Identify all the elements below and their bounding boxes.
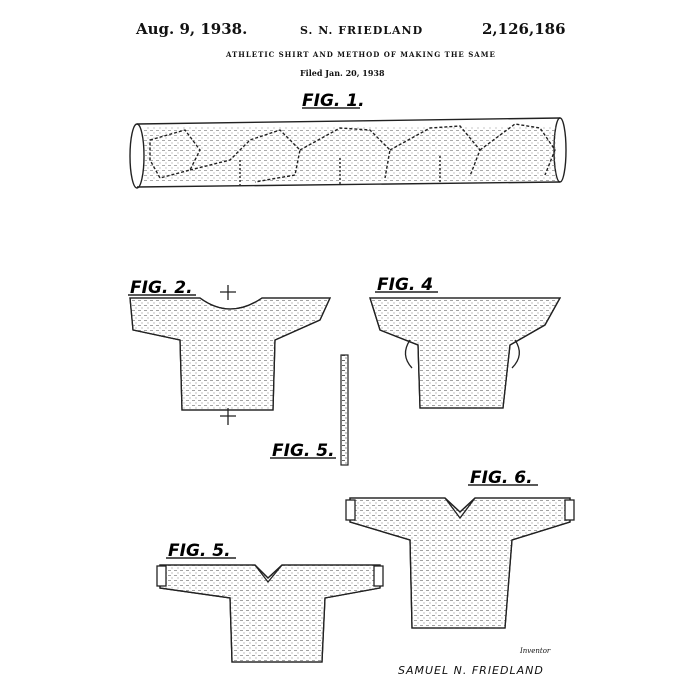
fig1-label: FIG. 1. [302,91,365,111]
fig5-shirt-label: FIG. 5. [168,541,231,561]
inventor-short-name: S. N. FRIEDLAND [300,24,424,37]
fig5-strip-label: FIG. 5. [272,441,335,461]
fig1-knitted-tube [130,118,566,188]
patent-title: ATHLETIC SHIRT AND METHOD OF MAKING THE SAME [226,50,496,59]
fig2-label: FIG. 2. [130,278,193,298]
patent-number: 2,126,186 [482,20,566,38]
fig5-strip [341,355,348,465]
inventor-label: Inventor [520,647,551,655]
fig6-label: FIG. 6. [470,468,533,488]
fig4-label: FIG. 4 [377,275,434,295]
filing-date: Filed Jan. 20, 1938 [300,68,385,78]
fig2-shirt [130,285,330,425]
fig4-shirt [370,298,560,408]
fig6-shirt [346,498,574,628]
fig5-shirt [157,565,383,662]
inventor-signature: SAMUEL N. FRIEDLAND [398,664,544,677]
patent-date: Aug. 9, 1938. [136,20,248,38]
